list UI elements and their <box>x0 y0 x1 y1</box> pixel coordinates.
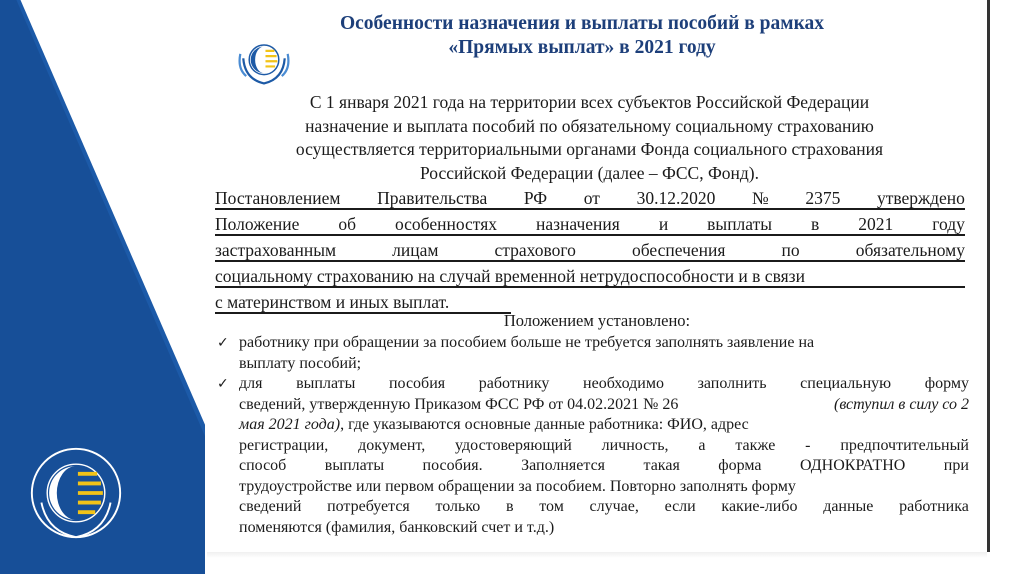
intro-line: С 1 января 2021 года на территории всех субъектов Российской Федерации <box>309 92 870 112</box>
word: Постановлением <box>215 188 341 208</box>
word: году <box>932 214 965 234</box>
word: том <box>539 498 564 515</box>
word: и <box>658 214 669 234</box>
line-text: социальному страхованию на случай временной нетрудоспособности и в связи <box>215 266 805 286</box>
bullet-line <box>239 415 969 436</box>
decree-line <box>215 212 965 236</box>
italic-text: (вступил в силу со 2 <box>833 395 969 413</box>
word: форму <box>924 375 969 392</box>
fss-emblem-icon <box>28 445 124 541</box>
bullet-line <box>239 518 969 539</box>
word: какие-либо <box>721 498 798 515</box>
bullet-line <box>239 436 969 457</box>
word: способ <box>239 457 287 474</box>
list-item <box>217 333 969 374</box>
bullet-line <box>239 497 969 518</box>
word: 2375 <box>805 188 841 208</box>
word: - <box>805 436 811 454</box>
fss-emblem-icon <box>227 36 301 88</box>
word: РФ <box>523 188 548 208</box>
word: данные <box>823 498 874 515</box>
word: особенностях <box>394 214 498 234</box>
bullet-line <box>239 354 969 375</box>
intro-line: назначение и выплата пособий по обязательному социальному страхованию <box>305 115 874 136</box>
word: также <box>735 436 776 454</box>
title-line: Особенности назначения и выплаты пособий в рамках <box>339 13 825 34</box>
word: случае, <box>589 498 639 515</box>
word: специальную <box>800 375 892 392</box>
word: пособия <box>388 375 446 392</box>
word: назначения <box>536 214 620 234</box>
line-text: поменяются (фамилия, банковский счет и т.д.) <box>239 518 555 536</box>
word: утверждено <box>876 188 965 208</box>
intro-line: Российской Федерации (далее – ФСС, Фонд). <box>419 162 760 183</box>
bullet-line <box>239 456 969 477</box>
word: а <box>698 436 706 454</box>
word: 30.12.2020 <box>636 188 716 208</box>
word: в <box>505 498 514 515</box>
word: для <box>239 375 263 392</box>
word: при <box>943 457 969 474</box>
check-icon: ✓ <box>217 376 229 392</box>
decree-line <box>215 264 965 288</box>
bullet-line <box>239 477 969 498</box>
section-heading: Положением установлено: <box>503 311 691 330</box>
word: лицам <box>392 240 439 260</box>
word: застрахованным <box>215 240 337 260</box>
intro-paragraph <box>217 91 962 185</box>
word: личность, <box>601 436 669 454</box>
list-item <box>217 374 969 538</box>
bullet-list <box>217 333 969 538</box>
bullet-line <box>239 395 969 416</box>
word: ОДНОКРАТНО <box>799 457 906 474</box>
word: Заполняется <box>521 457 606 474</box>
bullet-line <box>239 374 969 395</box>
word: по <box>781 240 800 260</box>
word: об <box>338 214 356 234</box>
decree-line <box>215 238 965 262</box>
word: удостоверяющий <box>455 436 572 454</box>
italic-text: мая 2021 года) <box>239 416 341 433</box>
word: выплаты <box>324 457 385 474</box>
word: предпочтительный <box>840 436 969 454</box>
slide-shadow <box>207 552 987 558</box>
word: пособия. <box>422 457 483 474</box>
title-line: «Прямых выплат» в 2021 году <box>448 37 716 58</box>
line-text: , где указываются основные данные работника: ФИО, адрес <box>340 416 749 433</box>
decree-line <box>215 186 965 210</box>
word: № <box>751 188 769 208</box>
line-text: выплату пособий; <box>239 354 362 372</box>
word: Правительства <box>377 188 488 208</box>
word: если <box>664 498 696 515</box>
word: только <box>435 498 481 515</box>
word: работника <box>899 498 969 515</box>
word: обеспечения <box>632 240 726 260</box>
word: от <box>583 188 600 208</box>
line-text: работнику при обращении за пособием больше не требуется заполнять заявление на <box>239 334 815 351</box>
intro-line: осуществляется территориальными органами Фонда социального страхования <box>295 139 884 159</box>
word: сведений <box>239 498 302 515</box>
word: такая <box>643 457 680 474</box>
word: регистрации, <box>239 436 329 454</box>
word: выплаты <box>296 375 356 392</box>
word: потребуется <box>327 498 410 515</box>
word: выплаты <box>707 214 773 234</box>
word: в <box>811 214 820 234</box>
word: документ, <box>358 436 426 454</box>
word: форма <box>718 457 762 474</box>
line-text: сведений, утвержденную Приказом ФСС РФ от 04.02.2021 № 26 <box>239 395 679 413</box>
check-icon: ✓ <box>217 335 229 351</box>
line-text: с материнством и иных выплат. <box>215 292 450 312</box>
slide <box>207 0 990 552</box>
word: обязательному <box>855 240 965 260</box>
word: страхового <box>494 240 576 260</box>
word: заполнить <box>697 375 767 392</box>
word: 2021 <box>858 214 894 234</box>
bullet-line <box>239 333 969 354</box>
word: необходимо <box>583 375 664 392</box>
decree-paragraph <box>215 186 965 316</box>
line-text: трудоустройстве или первом обращении за пособием. Повторно заполнять форму <box>239 477 796 495</box>
page-title <box>302 12 862 60</box>
word: Положение <box>215 214 300 234</box>
word: работнику <box>478 375 550 392</box>
